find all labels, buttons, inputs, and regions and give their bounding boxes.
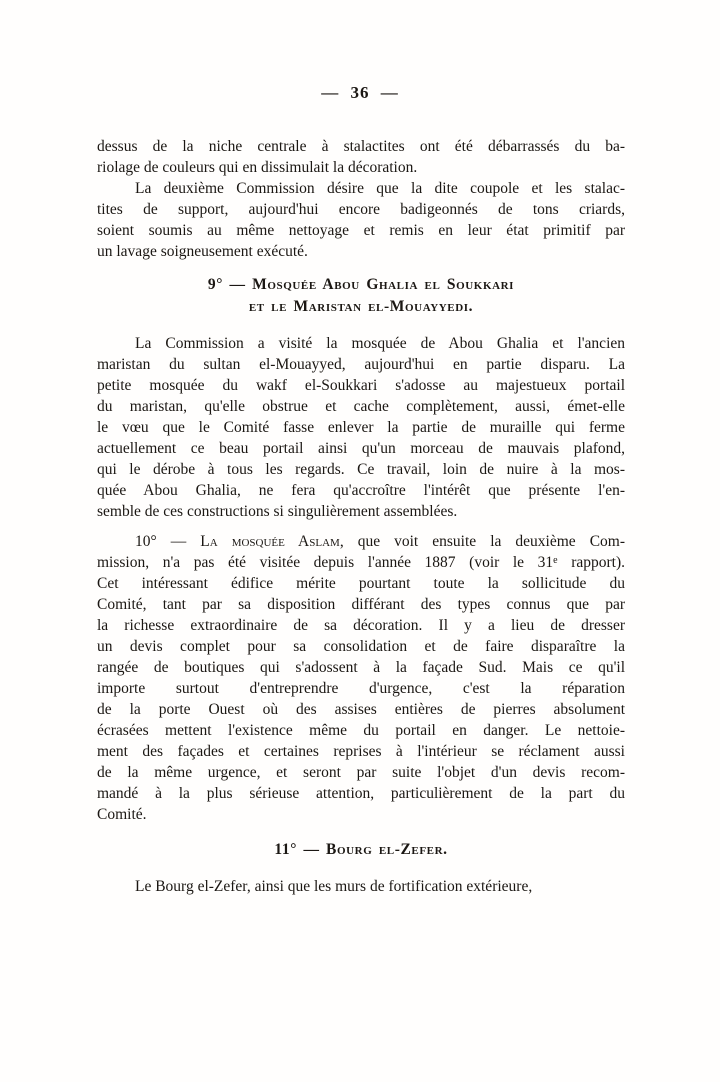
text-line: Le Bourg el-Zefer, ainsi que les murs de fortification extérieure, [135,878,533,895]
page-number: — 36 — [321,83,399,102]
paragraph [97,531,625,825]
text-line: La Commission a visité la mosquée de Abou Ghalia et l'ancien [135,335,625,352]
text-line: Comité. [97,806,147,823]
text-line: Comité, tant par sa disposition différant des types connus que par [97,596,625,613]
text-line: quée Abou Ghalia, ne fera qu'accroître l'intérêt que présente l'en- [97,482,625,499]
text-line: rangée de boutiques qui s'adossent à la façade Sud. Mais ce qu'il [97,659,625,676]
text-segment: rapport). [557,554,625,571]
text-line: qui le dérobe à tous les regards. Ce travail, loin de nuire à la mos- [97,461,625,478]
text-line: écrasées mettent l'existence même du portail en danger. Le nettoie- [97,722,625,739]
text-line: actuellement ce beau portail ainsi qu'un morceau de mauvais plafond, [97,440,625,457]
section-run-in-title: La mosquée Aslam [200,533,340,550]
paragraph [97,876,625,897]
paragraph-continuation [97,136,625,178]
text-line: le vœu que le Comité fasse enlever la partie de muraille qui ferme [97,419,625,436]
text-line: riolage de couleurs qui en dissimulait la décoration. [97,159,418,176]
text-line: un devis complet pour sa consolidation et de faire disparaître la [97,638,625,655]
text-line: petite mosquée du wakf el-Soukkari s'adosse au majestueux portail [97,377,625,394]
paragraph [97,333,625,522]
text-line: du maristan, qu'elle obstrue et cache complètement, aussi, émet-elle [97,398,625,415]
text-line: semble de ces constructions si singulièrement assemblées. [97,503,458,520]
text-line: un lavage soigneusement exécuté. [97,243,308,260]
section-heading-line: 9° — Mosquée Abou Ghalia el Soukkari [207,276,515,293]
text-line: La deuxième Commission désire que la dite coupole et les stalac- [135,180,625,197]
text-line: la richesse extraordinaire de sa décoration. Il y a lieu de dresser [97,617,625,634]
section-heading-line: 11° — Bourg el-Zefer. [274,841,448,858]
text-line: tites de support, aujourd'hui encore badigeonnés de tons criards, [97,201,625,218]
text-line: ment des façades et certaines reprises à l'intérieur se réclament aussi [97,743,625,760]
text-line: de la même urgence, et seront par suite l'objet d'un devis recom- [97,764,625,781]
text-line: mandé à la plus sérieuse attention, particulièrement de la part du [97,785,625,802]
text-line: maristan du sultan el-Mouayyed, aujourd'hui en partie disparu. La [97,356,625,373]
section-heading-11 [97,839,625,861]
text-line: dessus de la niche centrale à stalactites ont été débarrassés du ba- [97,138,625,155]
text-line: soient soumis au même nettoyage et remis en leur état primitif par [97,222,625,239]
section-heading-line: et le Maristan el-Mouayyedi. [248,298,474,315]
paragraph [97,178,625,262]
text-line: Cet intéressant édifice mérite pourtant toute la sollicitude du [97,575,625,592]
text-segment: mission, n'a pas été visitée depuis l'année 1887 (voir le 31 [97,554,554,571]
text-block [97,136,625,897]
text-line [97,531,625,552]
section-number: 10° — [135,533,201,550]
ordinal-superscript: e [553,555,558,566]
text-line: de la porte Ouest où des assises entières de pierres absolument [97,701,625,718]
text-line: importe surtout d'entreprendre d'urgence, c'est la réparation [97,680,625,697]
section-heading-9 [97,274,625,318]
text-line [97,552,625,573]
text-segment: , que voit ensuite la deuxième Com- [339,533,626,550]
